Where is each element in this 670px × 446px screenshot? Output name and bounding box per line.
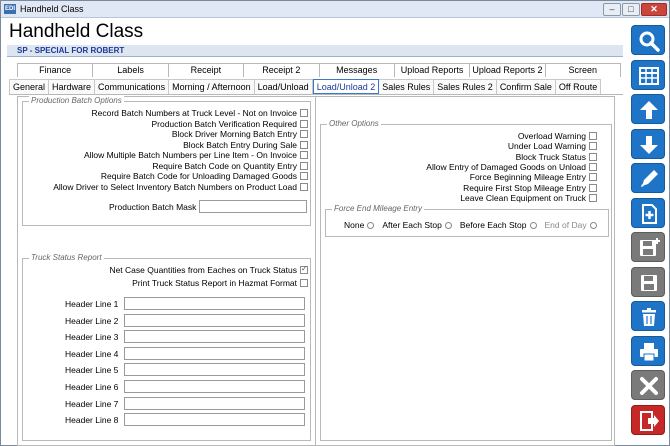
- truck-status-report-legend: Truck Status Report: [31, 253, 102, 262]
- radio-button[interactable]: [445, 222, 452, 229]
- checkbox[interactable]: [589, 132, 597, 140]
- header-line-1-input[interactable]: [124, 297, 305, 310]
- tab-screen[interactable]: Screen: [545, 63, 621, 77]
- header-line-label: Header Line 2: [65, 315, 119, 326]
- record-name: SP - SPECIAL FOR ROBERT: [17, 46, 125, 55]
- grid-icon: [637, 64, 661, 88]
- header-line-8-input[interactable]: [124, 413, 305, 426]
- checkbox[interactable]: [589, 163, 597, 171]
- action-toolbar: [629, 21, 669, 445]
- checkbox[interactable]: [300, 141, 308, 149]
- checkbox-label: Net Case Quantities from Eaches on Truck Status: [109, 265, 297, 275]
- arrow-up-icon: [637, 98, 661, 122]
- production-batch-options-legend: Production Batch Options: [31, 96, 122, 105]
- other-options-legend: Other Options: [329, 119, 379, 128]
- checkbox-row[interactable]: [91, 108, 308, 118]
- save-as-button[interactable]: [631, 232, 665, 262]
- checkbox-label: Force Beginning Mileage Entry: [469, 172, 586, 183]
- record-bar: [7, 45, 623, 57]
- checkbox[interactable]: [300, 109, 308, 117]
- header-line-label: Header Line 7: [65, 398, 119, 409]
- checkbox-row[interactable]: [463, 183, 597, 193]
- header-line-7-input[interactable]: [124, 397, 305, 410]
- tab-finance[interactable]: Finance: [17, 63, 92, 77]
- checkbox[interactable]: [300, 172, 308, 180]
- production-batch-options-group: [22, 96, 311, 226]
- radio-label: None: [344, 220, 365, 230]
- header-line-label: Header Line 1: [65, 299, 119, 309]
- tab-labels[interactable]: Labels: [92, 63, 167, 77]
- exit-button[interactable]: [631, 405, 665, 435]
- new-document-icon: [637, 202, 661, 226]
- checkbox[interactable]: [300, 266, 308, 274]
- radio-button[interactable]: [530, 222, 537, 229]
- checkbox-label: Allow Multiple Batch Numbers per Line Item - On Invoice: [83, 150, 297, 160]
- checkbox-row[interactable]: [426, 162, 597, 172]
- save-button[interactable]: [631, 267, 665, 297]
- checkbox-row[interactable]: [470, 172, 597, 182]
- checkbox[interactable]: [300, 279, 308, 287]
- truck-status-report-group: [22, 253, 311, 441]
- tab-communications[interactable]: Communications: [95, 79, 169, 94]
- tab-receipt-2[interactable]: Receipt 2: [243, 63, 318, 77]
- checkbox-row[interactable]: [172, 129, 308, 139]
- window-title: Handheld Class: [20, 4, 84, 14]
- tab-morning-afternoon[interactable]: Morning / Afternoon: [169, 79, 255, 94]
- checkbox-row[interactable]: [151, 119, 308, 129]
- radio-label: End of Day: [544, 220, 587, 230]
- checkbox[interactable]: [589, 184, 597, 192]
- radio-end-of-day: [545, 220, 597, 230]
- checkbox-label: Require Batch Code for Unloading Damaged Goods: [100, 171, 297, 181]
- production-batch-mask-input[interactable]: [199, 200, 307, 213]
- radio-after-each-stop[interactable]: [382, 220, 452, 230]
- checkbox-row[interactable]: [101, 171, 308, 181]
- pencil-button[interactable]: [631, 163, 665, 193]
- tab-sales-rules[interactable]: Sales Rules: [379, 79, 434, 94]
- tab-row-primary: [17, 63, 621, 77]
- radio-before-each-stop[interactable]: [460, 220, 537, 230]
- main-content: [3, 19, 625, 444]
- checkbox-label: Allow Entry of Damaged Goods on Unload: [426, 161, 586, 172]
- header-line-2-input[interactable]: [124, 314, 305, 327]
- checkbox[interactable]: [589, 194, 597, 202]
- header-line-3-input[interactable]: [124, 330, 305, 343]
- checkbox-label: Allow Driver to Select Inventory Batch Numbers on Product Load: [53, 181, 297, 192]
- radio-label: Before Each Stop: [459, 220, 527, 230]
- tab-off-route[interactable]: Off Route: [556, 79, 601, 94]
- checkbox-row[interactable]: [518, 131, 597, 141]
- force-end-mileage-legend: Force End Mileage Entry: [334, 204, 423, 213]
- tab-load-unload[interactable]: Load/Unload: [255, 79, 313, 94]
- search-button[interactable]: [631, 25, 665, 55]
- tab-messages[interactable]: Messages: [319, 63, 394, 77]
- header-line-label: Header Line 5: [65, 365, 119, 376]
- checkbox[interactable]: [300, 120, 308, 128]
- search-icon: [637, 29, 661, 53]
- header-line-4-input[interactable]: [124, 347, 305, 360]
- checkbox-label: Require First Stop Mileage Entry: [463, 182, 586, 193]
- mileage-radio-group: [344, 220, 605, 230]
- checkbox-label: Production Batch Verification Required: [151, 118, 297, 129]
- tab-sales-rules-2[interactable]: Sales Rules 2: [434, 79, 497, 94]
- new-document-button[interactable]: [631, 198, 665, 228]
- radio-button[interactable]: [367, 222, 374, 229]
- other-options-group: [320, 119, 612, 441]
- grid-button[interactable]: [631, 60, 665, 90]
- checkbox[interactable]: [589, 173, 597, 181]
- checkbox-label: Under Load Warning: [507, 141, 586, 152]
- tab-upload-reports[interactable]: Upload Reports: [394, 63, 469, 77]
- checkbox-label: Record Batch Numbers at Truck Level - Not on Invoice: [91, 108, 297, 118]
- checkbox-row[interactable]: [132, 278, 308, 288]
- checkbox-label: Block Truck Status: [515, 151, 586, 162]
- checkbox-row[interactable]: [84, 150, 308, 160]
- close-button[interactable]: ✕: [641, 3, 667, 16]
- header-line-label: Header Line 4: [65, 348, 119, 359]
- checkbox-row[interactable]: [109, 265, 308, 275]
- checkbox[interactable]: [300, 162, 308, 170]
- tab-panel-load-unload-2: [17, 96, 615, 446]
- checkbox[interactable]: [300, 130, 308, 138]
- tab-receipt[interactable]: Receipt: [168, 63, 243, 77]
- checkbox[interactable]: [589, 142, 597, 150]
- checkbox-row[interactable]: [516, 152, 597, 162]
- tab-load-unload-2[interactable]: Load/Unload 2: [313, 79, 380, 94]
- checkbox-row[interactable]: [508, 141, 597, 151]
- tab-confirm-sale[interactable]: Confirm Sale: [497, 79, 556, 94]
- header-line-5-input[interactable]: [124, 363, 305, 376]
- arrow-up-button[interactable]: [631, 94, 665, 124]
- title-bar: [1, 1, 669, 18]
- tab-row-secondary: [9, 79, 623, 95]
- page-title: Handheld Class: [9, 21, 144, 42]
- tab-upload-reports-2[interactable]: Upload Reports 2: [469, 63, 544, 77]
- radio-button: [590, 222, 597, 229]
- checkbox[interactable]: [300, 183, 308, 191]
- checkbox-label: Leave Clean Equipment on Truck: [460, 192, 586, 203]
- checkbox-label: Print Truck Status Report in Hazmat Format: [132, 278, 297, 288]
- save-icon: [637, 271, 661, 295]
- tab-hardware[interactable]: Hardware: [49, 79, 95, 94]
- checkbox[interactable]: [300, 151, 308, 159]
- radio-none[interactable]: [344, 220, 374, 230]
- checkbox-row[interactable]: [460, 193, 597, 203]
- print-icon: [637, 340, 661, 364]
- header-line-label: Header Line 6: [65, 382, 119, 392]
- cancel-button[interactable]: [631, 370, 665, 400]
- cancel-icon: [637, 374, 661, 398]
- save-as-icon: [637, 236, 661, 260]
- checkbox-label: Overload Warning: [517, 131, 586, 141]
- checkbox-label: Block Driver Morning Batch Entry: [171, 129, 297, 139]
- trash-icon: [637, 305, 661, 329]
- exit-icon: [637, 409, 661, 433]
- arrow-down-icon: [637, 133, 661, 157]
- checkbox[interactable]: [589, 153, 597, 161]
- header-line-label: Header Line 8: [65, 415, 119, 426]
- maximize-button[interactable]: □: [622, 3, 640, 16]
- tab-general[interactable]: General: [9, 79, 49, 94]
- checkbox-row[interactable]: [152, 161, 308, 171]
- arrow-down-button[interactable]: [631, 129, 665, 159]
- checkbox-label: Require Batch Code on Quantity Entry: [152, 160, 297, 171]
- checkbox-row[interactable]: [183, 140, 308, 150]
- print-button[interactable]: [631, 336, 665, 366]
- checkbox-row[interactable]: [53, 182, 308, 192]
- column-divider: [315, 97, 316, 445]
- app-icon: EDI: [4, 6, 15, 12]
- trash-button[interactable]: [631, 301, 665, 331]
- pencil-icon: [637, 167, 661, 191]
- force-end-mileage-group: [325, 204, 609, 237]
- header-line-label: Header Line 3: [65, 332, 119, 343]
- minimize-button[interactable]: –: [603, 3, 621, 16]
- production-batch-mask-label: Production Batch Mask: [109, 202, 197, 212]
- radio-label: After Each Stop: [382, 220, 442, 230]
- header-line-6-input[interactable]: [124, 380, 305, 393]
- checkbox-label: Block Batch Entry During Sale: [183, 139, 297, 150]
